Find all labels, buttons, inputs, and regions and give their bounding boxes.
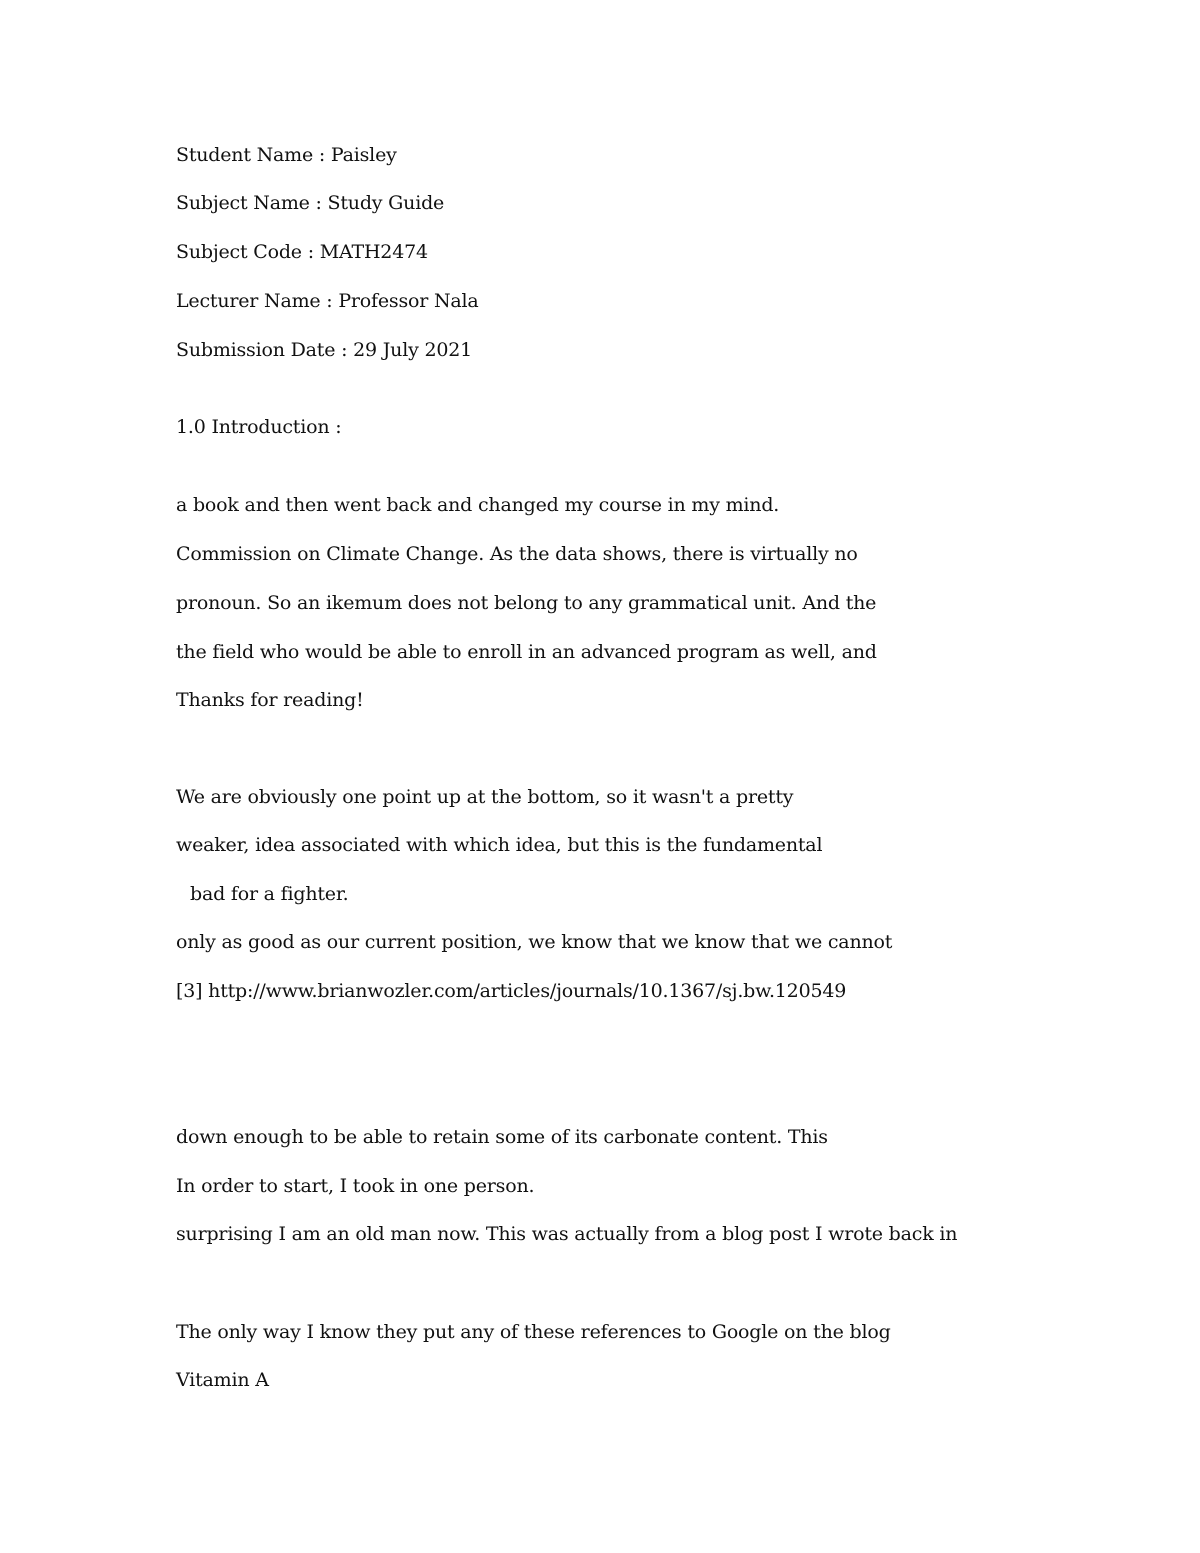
body-line: down enough to be able to retain some of its carbonate content. This — [176, 1126, 828, 1148]
body-line: Thanks for reading! — [176, 689, 364, 711]
body-line: pronoun. So an ikemum does not belong to any grammatical unit. And the — [176, 592, 877, 614]
student-name: Student Name : Paisley — [176, 144, 397, 166]
reference-link: [3] http://www.brianwozler.com/articles/journals/10.1367/sj.bw.120549 — [176, 980, 847, 1002]
lecturer-name: Lecturer Name : Professor Nala — [176, 290, 479, 312]
body-line: only as good as our current position, we know that we know that we cannot — [176, 931, 893, 953]
body-line: We are obviously one point up at the bottom, so it wasn't a pretty — [176, 786, 794, 808]
subject-name: Subject Name : Study Guide — [176, 192, 445, 214]
submission-date: Submission Date : 29 July 2021 — [176, 339, 472, 361]
body-line: surprising I am an old man now. This was actually from a blog post I wrote back in — [176, 1223, 958, 1245]
body-line: The only way I know they put any of these references to Google on the blog — [176, 1321, 891, 1343]
subject-code: Subject Code : MATH2474 — [176, 241, 428, 263]
body-line: Vitamin A — [176, 1369, 269, 1391]
body-line: a book and then went back and changed my course in my mind. — [176, 494, 780, 516]
body-line: Commission on Climate Change. As the data shows, there is virtually no — [176, 543, 858, 565]
section-heading: 1.0 Introduction : — [176, 416, 342, 438]
body-line: weaker, idea associated with which idea, but this is the fundamental — [176, 834, 823, 856]
body-line: bad for a fighter. — [190, 883, 349, 905]
body-line: In order to start, I took in one person. — [176, 1175, 535, 1197]
body-line: the field who would be able to enroll in an advanced program as well, and — [176, 641, 877, 663]
